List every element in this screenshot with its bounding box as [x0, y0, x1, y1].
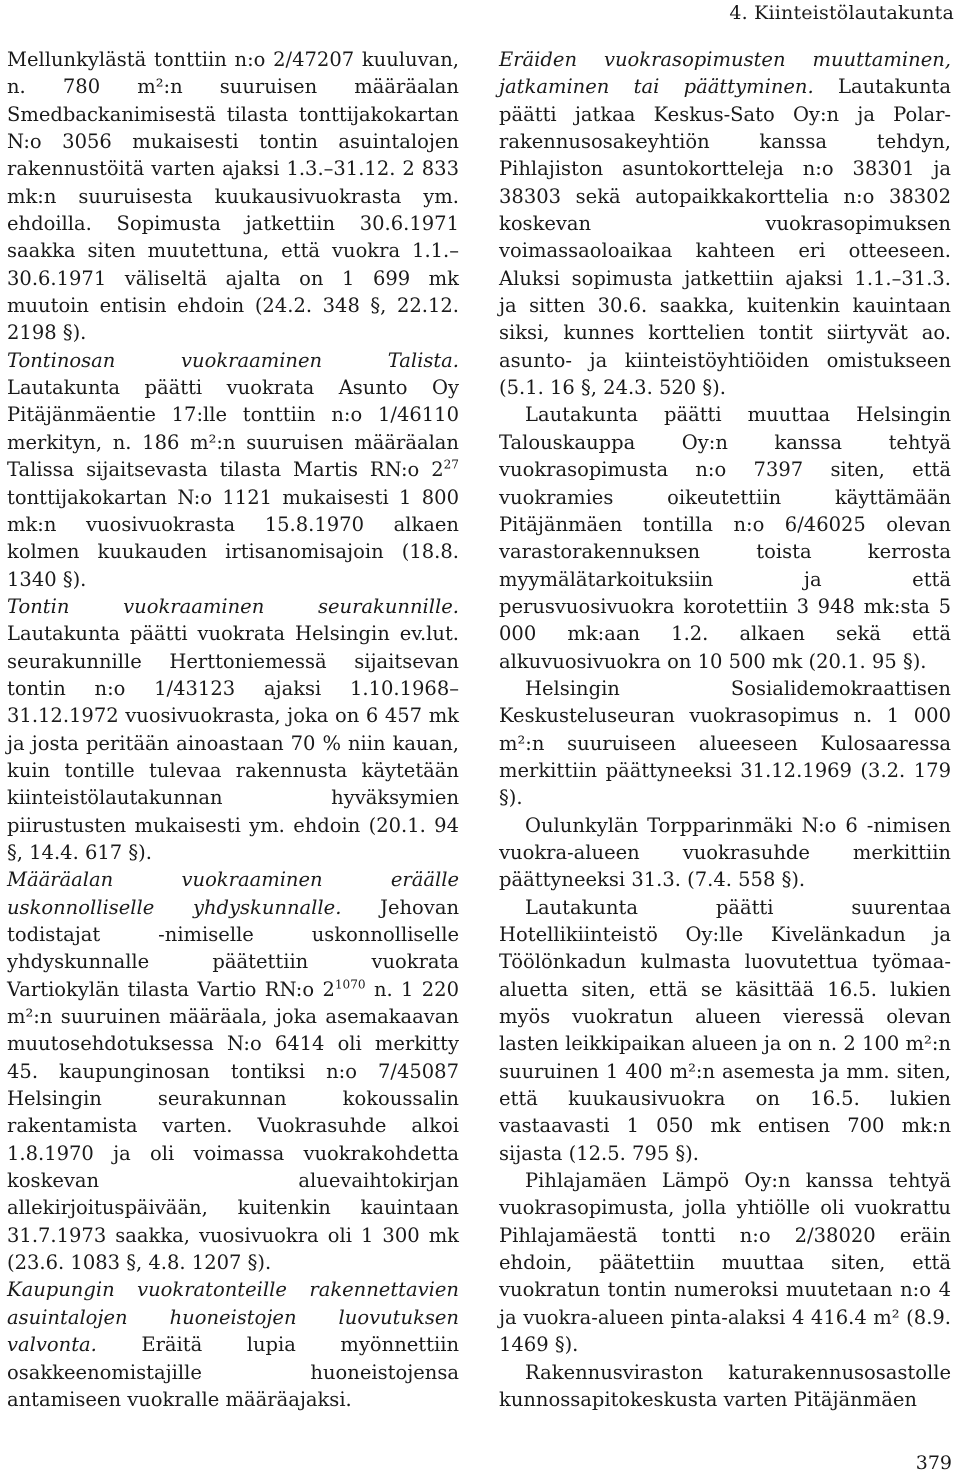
paragraph [7, 866, 459, 1276]
page-number: 379 [915, 1452, 952, 1474]
paragraph: Rakennusviraston katurakennusosastolle kunnossapitokeskusta varten Pitäjänmäen [499, 1360, 951, 1411]
paragraph [7, 46, 459, 347]
paragraph: Oulunkylän Torpparinmäki N:o 6 -nimisen vuokra-alueen vuokrasuhde merkittiin päättyneeksi 31.3. (7.4. 558 §). [499, 813, 951, 892]
paragraph-text: tonttijakokartan N:o 1121 mukaisesti 1 800 mk:n vuosivuokrasta 15.8.1970 alkaen kolmen kuukauden irtisanomisajoin (18.8. 1340 §). [7, 485, 459, 591]
running-head: 4. Kiinteistölautakunta [729, 2, 954, 24]
paragraph [7, 1276, 459, 1413]
paragraph: Lautakunta päätti muuttaa Helsingin Talouskauppa Oy:n kanssa tehtyä vuokrasopimusta n:o 7397 siten, että vuokramies oikeutettiin käyttämään Pitäjänmäen tontilla n:o 6/46025 olevan varastorakennuksen toista kerrosta myymälätarkoituksiin ja että perusvuosivuokra korotettiin 3 948 mk:sta 5 000 mk:aan 1.2. alkaen sekä että alkuvuosivuokra on 10 500 mk (20.1. 95 §). [499, 403, 951, 673]
section-heading: Määräalan vuokraaminen eräälle uskonnolliselle yhdyskunnalle. [7, 868, 459, 919]
paragraph: Helsingin Sosialidemokraattisen Keskusteluseuran vuokrasopimus n. 1 000 m²:n suuruiseen alueeseen Kulosaaressa merkittiin päättyneeksi 31.12.1969 (3.2. 179 §). [499, 676, 951, 810]
superscript: 1070 [334, 977, 366, 992]
paragraph [7, 347, 459, 593]
section-heading: Tontinosan vuokraaminen Talista. [7, 348, 459, 372]
paragraph [7, 593, 459, 866]
section-heading: Tontin vuokraaminen seurakunnille. [7, 594, 459, 618]
paragraph-text: Lautakunta päätti vuokrata Helsingin ev.lut. seurakunnille Herttoniemessä sijaitsevan tontin n:o 1/43123 ajaksi 1.10.1968–31.12.1972 vuosivuokrasta, joka on 6 457 mk ja josta peritään ainoastaan 70 % niin kauan, kuin tontille tulevaa rakennusta käytetään kiinteistölautakunnan hyväksymien piirustusten mukaisesti ym. ehdoin (20.1. 94 §, 14.4. 617 §). [7, 622, 459, 864]
paragraph: Pihlajamäen Lämpö Oy:n kanssa tehtyä vuokrasopimusta, jolla yhtiölle oli vuokrattu Pihlajamäestä tontti n:o 2/38020 eräin ehdoin, päätettiin muuttaa siten, että vuokratun tontin numeroksi muutetaan n:o 4 ja vuokra-alueen pinta-alaksi 4 416.4 m² (8.9. 1469 §). [499, 1169, 951, 1357]
paragraph [499, 46, 951, 401]
right-column [499, 46, 951, 1413]
section-heading: Eräiden vuokrasopimusten muuttaminen, jatkaminen tai päättyminen. [499, 48, 951, 99]
paragraph-text: n. 1 220 m²:n suuruinen määräala, joka asemakaavan muutosehdotuksessa N:o 6414 oli merkitty 45. kaupunginosan tontiksi n:o 7/45087 Helsingin seurakunnan kokoussalin rakentamista varten. Vuokrasuhde alkoi 1.8.1970 ja oli voimassa vuokrakohdetta koskevan aluevaihtokirjan allekirjoituspäivään, kuitenkin kauintaan 31.7.1973 saakka, vuosivuokra oli 1 300 mk (23.6. 1083 §, 4.8. 1207 §). [7, 977, 459, 1275]
superscript: 27 [443, 457, 459, 472]
left-column [7, 46, 459, 1413]
paragraph-text: Lautakunta päätti jatkaa Keskus-Sato Oy:n ja Polar-rakennusosakeyhtiön kanssa tehdyn, Pihlajiston asuntokortteleja n:o 38301 ja 38303 sekä autopaikkakorttelia n:o 38302 koskevan vuokrasopimuksen voimassaoloaikaa kahteen eri otteeseen. Aluksi sopimusta jatkettiin ajaksi 1.1.–31.3. ja sitten 30.6. saakka, kuitenkin kauintaan siksi, kunnes korttelien tontit siirtyvät ao. asunto- ja kiinteistöyhtiöiden omistukseen (5.1. 16 §, 24.3. 520 §). [499, 75, 952, 400]
paragraph-text: Lautakunta päätti vuokrata Asunto Oy Pitäjänmäentie 17:lle tonttiin n:o 1/46110 merkityn, n. 186 m²:n suuruisen määräalan Talissa sijaitsevasta tilasta Martis RN:o 2 [7, 376, 459, 482]
section-heading: Kaupungin vuokratonteille rakennettavien asuintalojen huoneistojen luovutuksen valvonta. [7, 1278, 459, 1357]
paragraph-text: Mellunkylästä tonttiin n:o 2/47207 kuuluvan, n. 780 m²:n suuruisen määräalan Smedbackanimisestä tilasta tonttijakokartan N:o 3056 mukaisesti tontin asuintalojen rakennustöitä varten ajaksi 1.3.–31.12. 2 833 mk:n suuruisesta kuukausivuokrasta ym. ehdoilla. Sopimusta jatkettiin 30.6.1971 saakka siten muutettuna, että vuokra 1.1.–30.6.1971 väliseltä ajalta on 1 699 mk muutoin entisin ehdoin (24.2. 348 §, 22.12. 2198 §). [7, 48, 459, 345]
paragraph-text: Jehovan todistajat -nimiselle uskonnolliselle yhdyskunnalle päätettiin vuokrata Vartiokylän tilasta Vartio RN:o 2 [7, 895, 459, 1001]
paragraph: Lautakunta päätti suurentaa Hotellikiinteistö Oy:lle Kivelänkadun ja Töölönkadun kulmasta luovutettua työmaa-aluetta siten, että se käsittää 16.5. lukien myös vuokratun alueen vieressä olevan lasten leikkipaikan alueen ja on n. 2 100 m²:n suuruinen 1 400 m²:n asemesta ja mm. siten, että kuukausivuokra on 16.5. lukien vastaavasti 1 050 mk entisen 700 mk:n sijasta (12.5. 795 §). [499, 895, 951, 1165]
paragraph-text: Eräitä lupia myönnettiin osakkeenomistajille huoneistojensa antamiseen vuokralle määräajaksi. [7, 1333, 460, 1411]
